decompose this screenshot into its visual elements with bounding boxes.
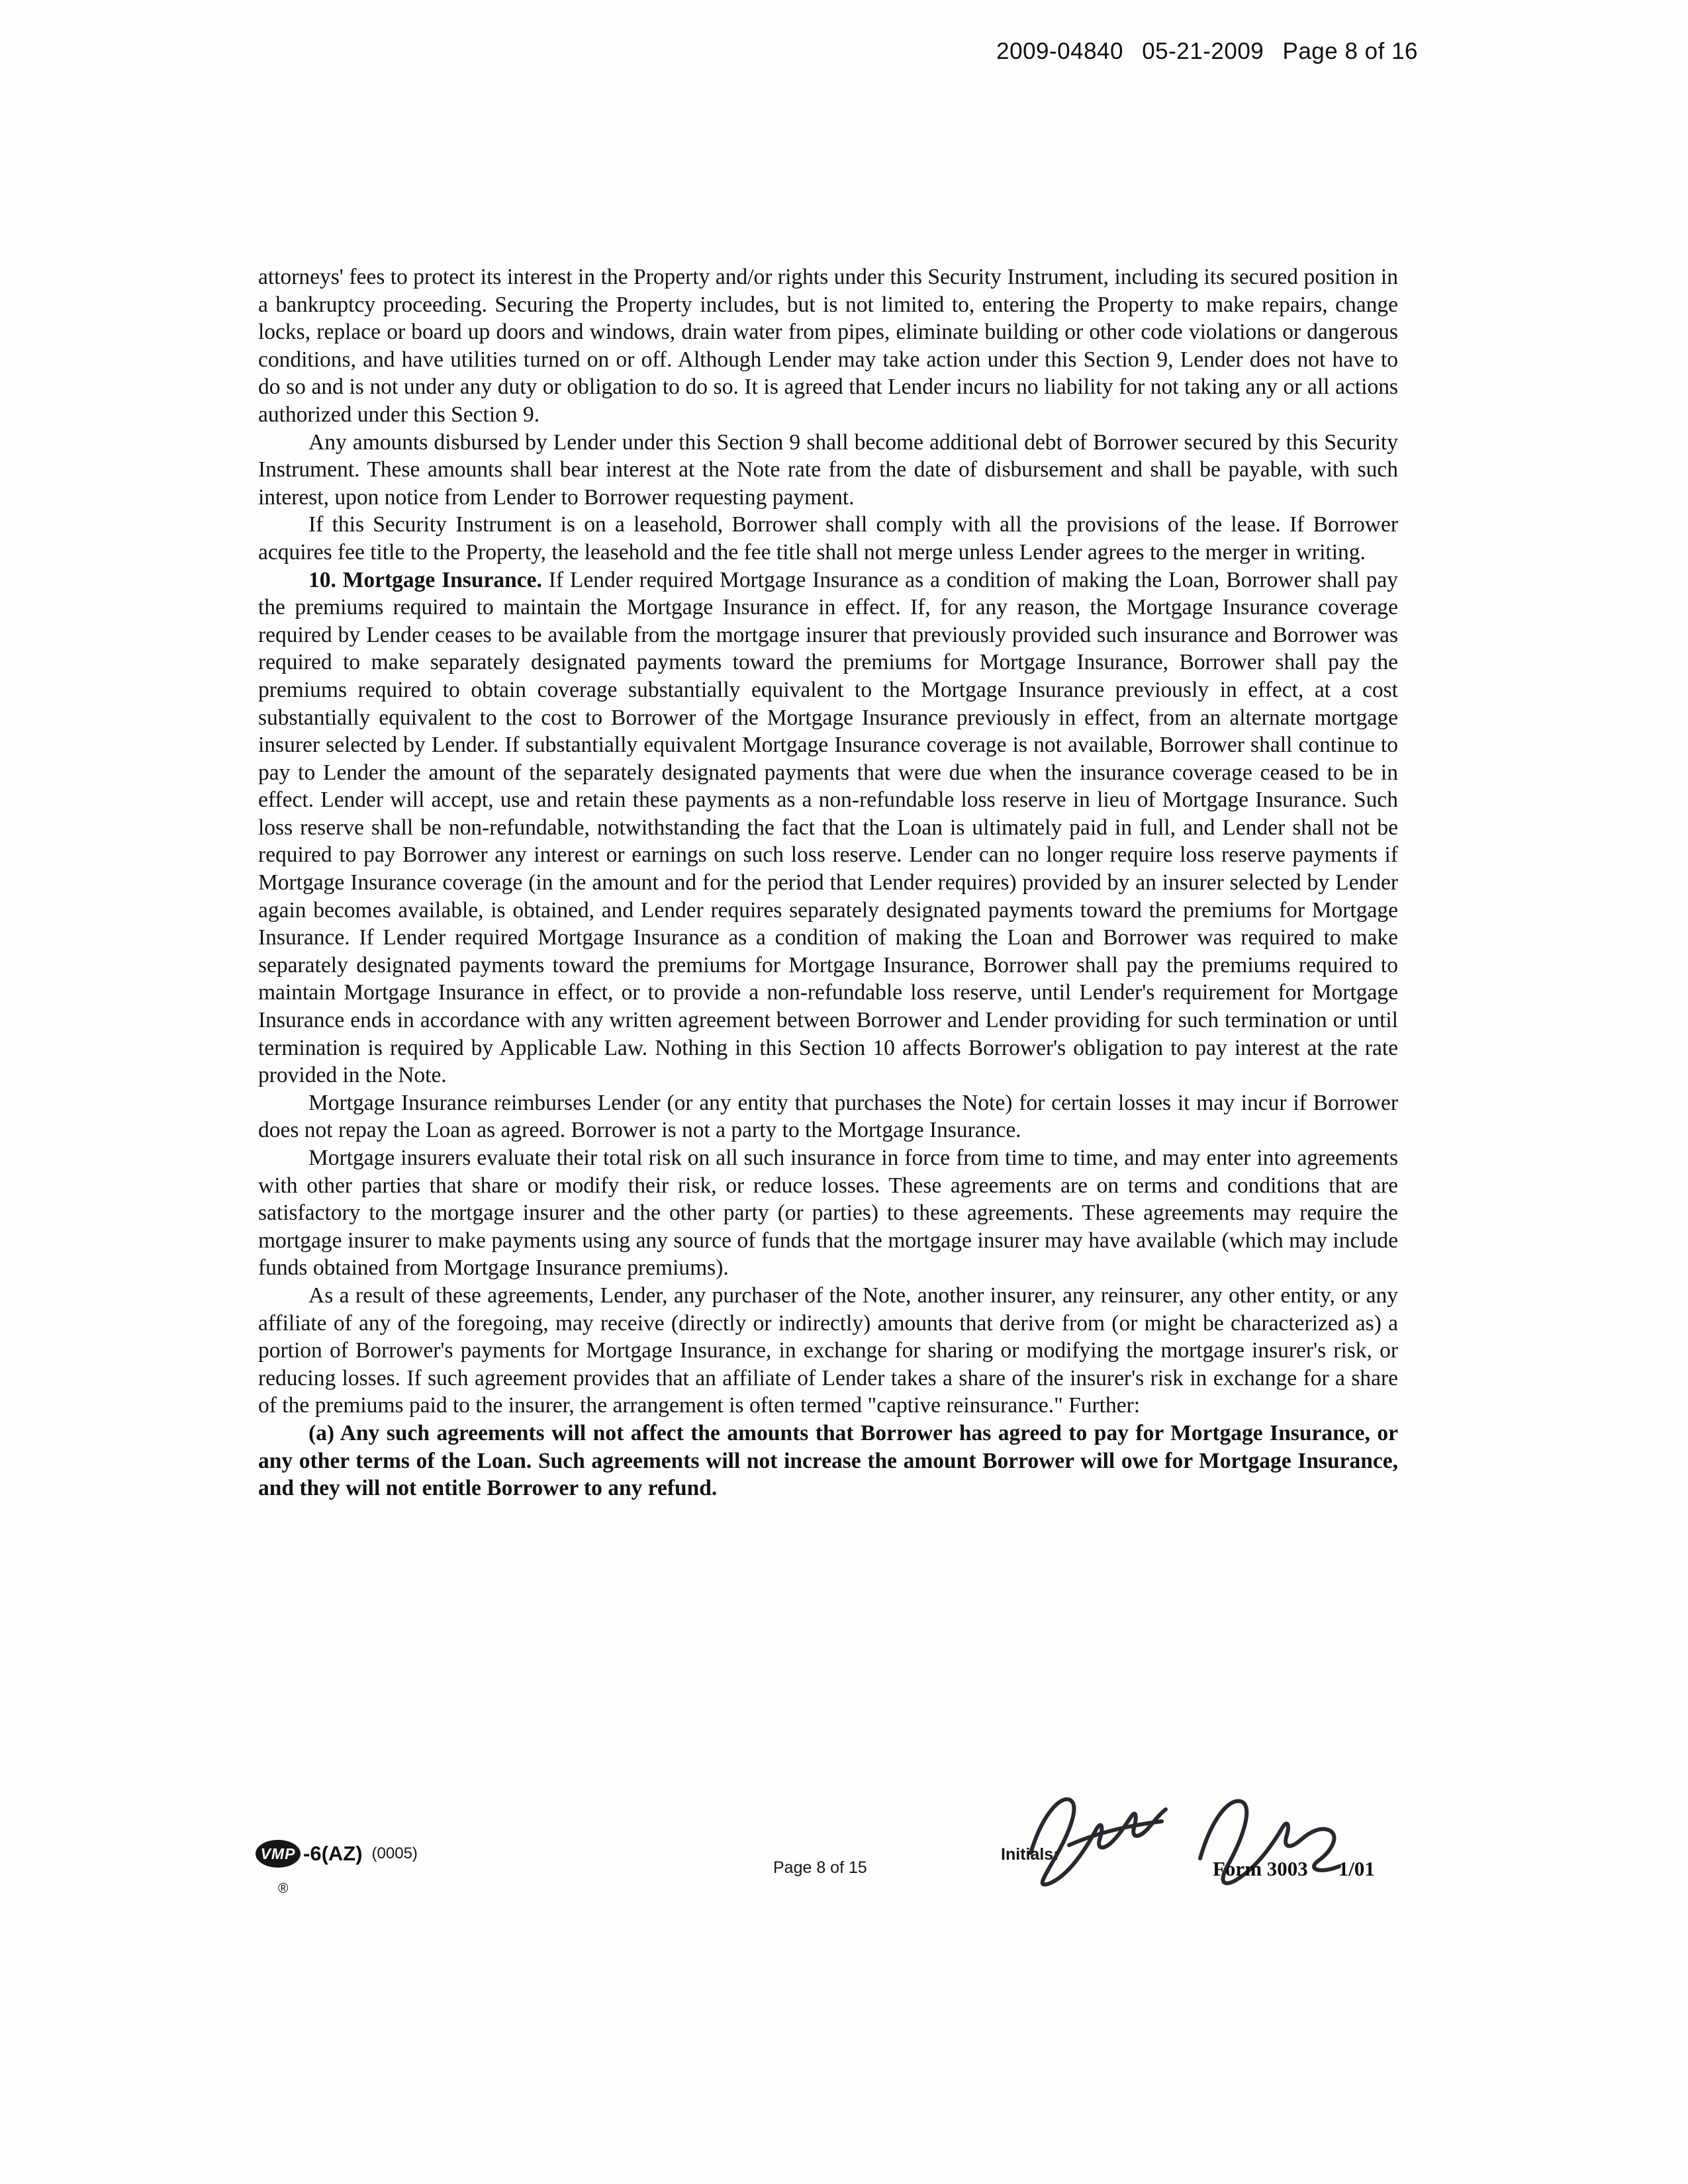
form-revision: 1/01 (1338, 1857, 1375, 1880)
paragraph: attorneys' fees to protect its interest in the Property and/or rights under this Security Instrument, including its secured position in a bankruptcy proceeding. Securing the Property includes, but is not limited to, entering the Property to make repairs, change locks, replace or board up doors and windows, drain water from pipes, eliminate building or other code violations or dangerous conditions, and have utilities turned on or off. Although Lender may take action under this Section 9, Lender does not have to do so and is not under any duty or obligation to do so. It is agreed that Lender incurs no liability for not taking any or all actions authorized under this Section 9. (258, 265, 1398, 427)
paragraph: (a) Any such agreements will not affect the amounts that Borrower has agreed to pay for Mortgage Insurance, or any other terms of the Loan. Such agreements will not increase the amount Borrower will owe for Mortgage Insurance, and they will not entitle Borrower to any refund. (258, 1420, 1398, 1501)
paragraph: Mortgage Insurance reimburses Lender (or any entity that purchases the Note) for certain losses it may incur if Borrower does not repay the Loan as agreed. Borrower is not a party to the Mortgage Insurance. (258, 1090, 1398, 1143)
section-heading: 10. Mortgage Insurance. (308, 567, 542, 592)
paragraph: Any amounts disbursed by Lender under this Section 9 shall become additional debt of Borrower secured by this Security Instrument. These amounts shall bear interest at the Note rate from the date of disbursement and shall be payable, with such interest, upon notice from Lender to Borrower requesting payment. (258, 430, 1398, 510)
stamp-doc-number: 2009-04840 (996, 38, 1123, 64)
initials-label: Initials: (1001, 1845, 1059, 1864)
paragraph: 10. Mortgage Insurance. If Lender required Mortgage Insurance as a condition of making the Loan, Borrower shall pay the premiums required to maintain the Mortgage Insurance in effect. If, for any reason, the Mortgage Insurance coverage required by Lender ceases to be available from the mortgage insurer that previously provided such insurance and Borrower was required to make separately designated payments toward the premiums for Mortgage Insurance, Borrower shall pay the premiums required to obtain coverage substantially equivalent to the Mortgage Insurance previously in effect, at a cost substantially equivalent to the cost to Borrower of the Mortgage Insurance previously in effect, from an alternate mortgage insurer selected by Lender. If substantially equivalent Mortgage Insurance coverage is not available, Borrower shall continue to pay to Lender the amount of the separately designated payments that were due when the insurance coverage ceased to be in effect. Lender will accept, use and retain these payments as a non-refundable loss reserve in lieu of Mortgage Insurance. Such loss reserve shall be non-refundable, notwithstanding the fact that the Loan is ultimately paid in full, and Lender shall not be required to pay Borrower any interest or earnings on such loss reserve. Lender can no longer require loss reserve payments if Mortgage Insurance coverage (in the amount and for the period that Lender requires) provided by an insurer selected by Lender again becomes available, is obtained, and Lender requires separately designated payments toward the premiums for Mortgage Insurance. If Lender required Mortgage Insurance as a condition of making the Loan and Borrower was required to make separately designated payments toward the premiums for Mortgage Insurance, Borrower shall pay the premiums required to maintain Mortgage Insurance in effect, or to provide a non-refundable loss reserve, until Lender's requirement for Mortgage Insurance ends in accordance with any written agreement between Borrower and Lender providing for such termination or until termination is required by Applicable Law. Nothing in this Section 10 affects Borrower's obligation to pay interest at the rate provided in the Note. (258, 567, 1398, 1088)
footer-page-number: Page 8 of 15 (773, 1858, 867, 1877)
document-body (258, 263, 1398, 1502)
paragraph: If this Security Instrument is on a leasehold, Borrower shall comply with all the provisions of the lease. If Borrower acquires fee title to the Property, the leasehold and the fee title shall not merge unless Lender agrees to the merger in writing. (258, 512, 1398, 565)
initials-signature-scribble (1023, 1787, 1354, 1899)
vmp-logo: VMP (256, 1840, 301, 1868)
form-number-row (1213, 1857, 1375, 1881)
form-code-number: (0005) (371, 1844, 418, 1862)
stamp-page-label: Page 8 of 16 (1282, 38, 1418, 64)
form-number: Form 3003 (1213, 1857, 1308, 1880)
registered-trademark-icon: ® (278, 1881, 289, 1896)
footer-form-code (256, 1840, 418, 1868)
form-code-label: -6(AZ) (303, 1842, 363, 1865)
stamp-date: 05-21-2009 (1142, 38, 1264, 64)
paragraph: As a result of these agreements, Lender, any purchaser of the Note, another insurer, any reinsurer, any other entity, or any affiliate of any of the foregoing, may receive (directly or indirectly) amounts that derive from (or might be characterized as) a portion of Borrower's payments for Mortgage Insurance, in exchange for sharing or modifying the mortgage insurer's risk, or reducing losses. If such agreement provides that an affiliate of Lender takes a share of the insurer's risk in exchange for a share of the premiums paid to the insurer, the arrangement is often termed "captive reinsurance." Further: (258, 1283, 1398, 1418)
paragraph: Mortgage insurers evaluate their total risk on all such insurance in force from time to time, and may enter into agreements with other parties that share or modify their risk, or reduce losses. These agreements are on terms and conditions that are satisfactory to the mortgage insurer and the other party (or parties) to these agreements. These agreements may require the mortgage insurer to make payments using any source of funds that the mortgage insurer may have available (which may include funds obtained from Mortgage Insurance premiums). (258, 1146, 1398, 1281)
recording-stamp (996, 38, 1418, 65)
